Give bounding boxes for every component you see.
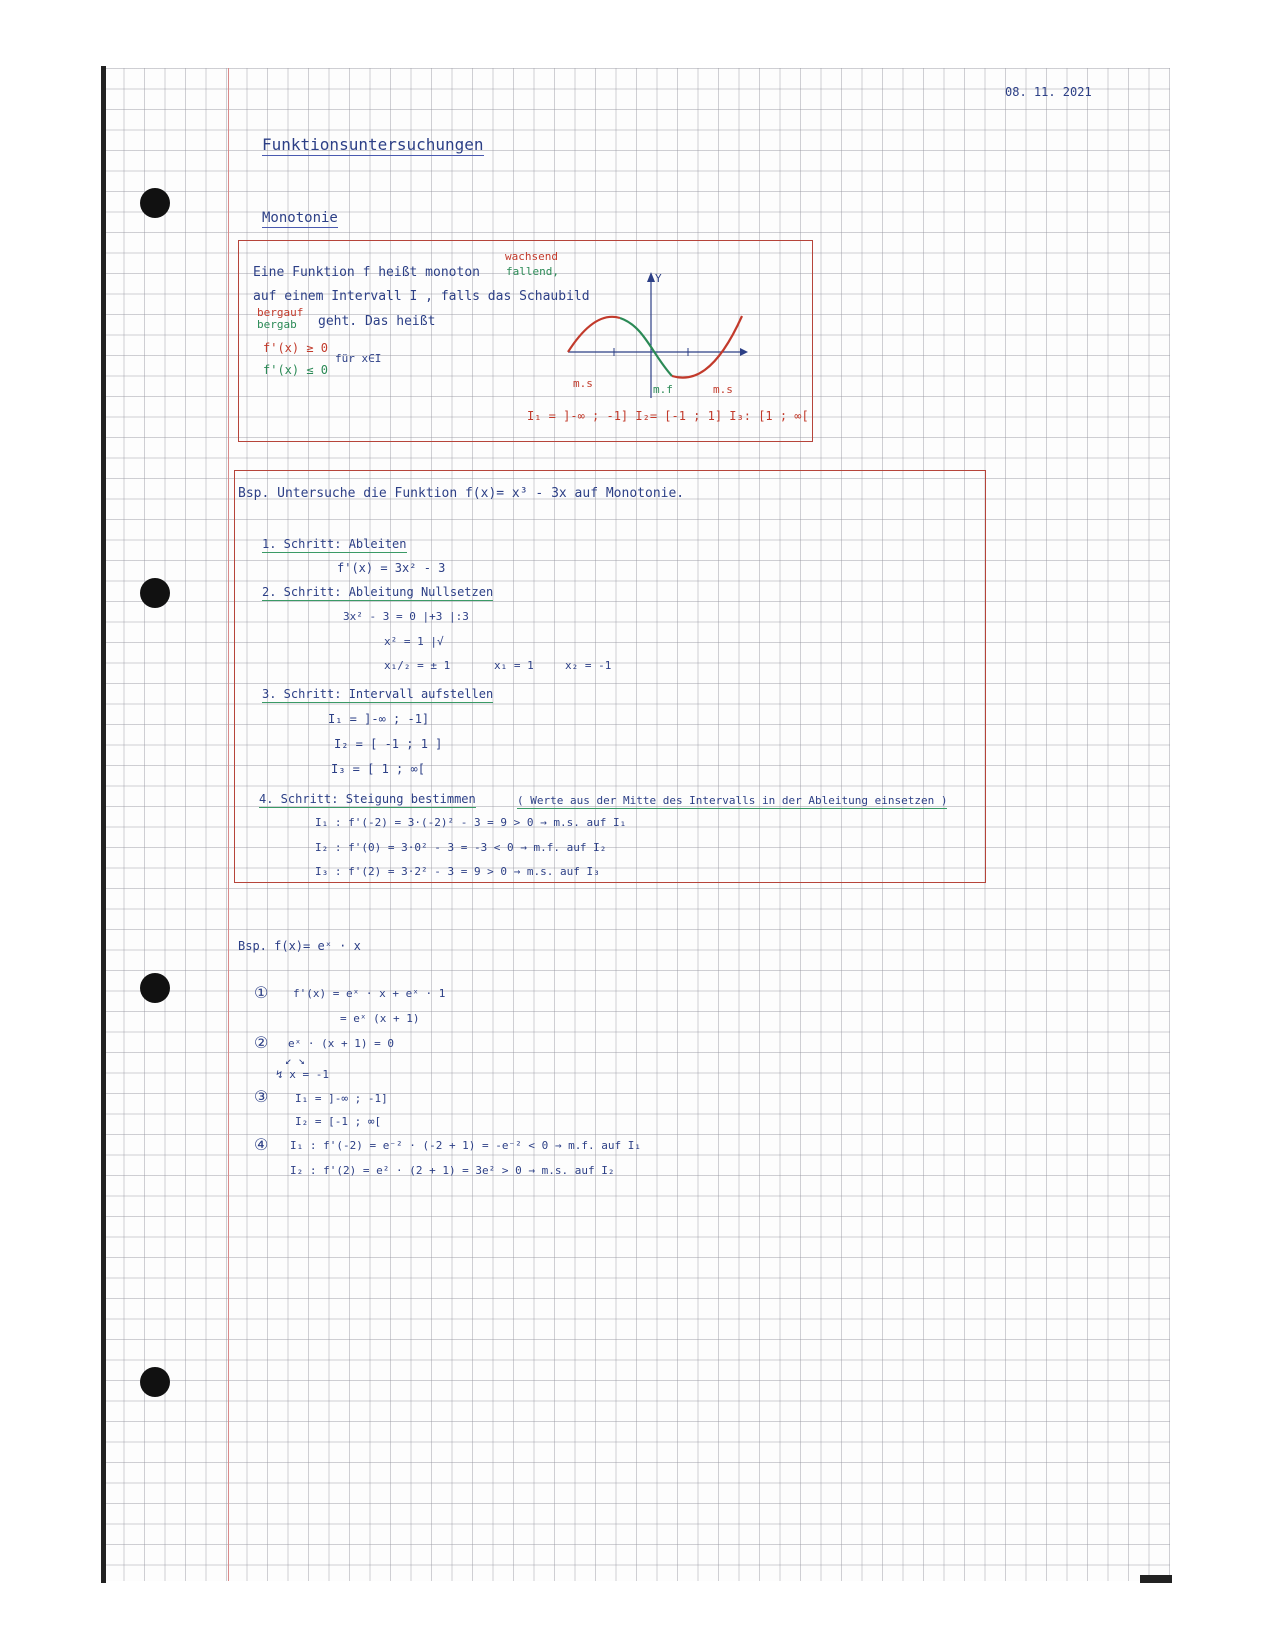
graph-intervals: I₁ = ]-∞ ; -1] I₂= [-1 ; 1] I₃: [1 ; ∞[ — [527, 409, 809, 423]
step-4-result-1: I₁ : f'(-2) = 3·(-2)² - 3 = 9 > 0 → m.s. auf I₁ — [315, 816, 627, 829]
graph-y-label: Y — [655, 272, 662, 285]
step-1-derivative: f'(x) = 3x² - 3 — [337, 561, 446, 575]
for-x-in-I: für x∈I — [335, 352, 382, 365]
condition-decreasing: f'(x) ≤ 0 — [263, 363, 329, 377]
graph-label-ms-left: m.s — [573, 377, 593, 390]
word-bergab: bergab — [257, 318, 297, 331]
curve-increasing-right — [672, 316, 742, 378]
step-2-solutions: x₁/₂ = ± 1 — [384, 659, 451, 672]
definition-line-2: auf einem Intervall I , falls das Schaubild — [253, 289, 590, 304]
curve-decreasing — [620, 318, 672, 376]
margin-line — [228, 68, 229, 1581]
step-4-label: 4. Schritt: Steigung bestimmen — [259, 792, 476, 806]
punch-hole — [140, 578, 170, 608]
word-bergauf: bergauf — [257, 306, 304, 319]
page-title: Funktionsuntersuchungen — [262, 135, 484, 154]
step-number-1: ① — [254, 983, 269, 1002]
step-2-equation: 3x² - 3 = 0 |+3 |:3 — [343, 610, 469, 623]
example-2-derivative: f'(x) = eˣ · x + eˣ · 1 — [293, 987, 446, 1000]
example-2-result-1: I₁ : f'(-2) = e⁻² · (-2 + 1) = -e⁻² < 0 → m.f. auf I₁ — [290, 1139, 641, 1152]
step-3-interval-1: I₁ = ]-∞ ; -1] — [328, 712, 430, 726]
step-number-4: ④ — [254, 1135, 269, 1154]
step-2-x1: x₁ = 1 — [494, 659, 534, 672]
example-1-task: Bsp. Untersuche die Funktion f(x)= x³ - 3x auf Monotonie. — [238, 486, 685, 501]
step-3-label: 3. Schritt: Intervall aufstellen — [262, 687, 494, 701]
punch-hole — [140, 973, 170, 1003]
example-2-result-2: I₂ : f'(2) = e² · (2 + 1) = 3e² > 0 → m.s. auf I₂ — [290, 1164, 615, 1177]
example-2-derivative-factored: = eˣ (x + 1) — [340, 1012, 420, 1025]
x-axis-arrow-icon — [740, 348, 748, 356]
punch-hole — [140, 188, 170, 218]
curve-increasing-left — [568, 317, 620, 352]
scan-edge-bottom — [1140, 1575, 1172, 1583]
punch-hole — [140, 1367, 170, 1397]
definition-line-3: geht. Das heißt — [318, 314, 436, 329]
example-2-arrows: ↙ ↘ — [285, 1054, 305, 1067]
graph-label-mf: m.f — [653, 383, 673, 396]
condition-increasing: f'(x) ≥ 0 — [263, 341, 329, 355]
word-wachsend: wachsend — [505, 250, 558, 263]
example-2-interval-1: I₁ = ]-∞ ; -1] — [295, 1092, 388, 1105]
example-2-task: Bsp. f(x)= eˣ · x — [238, 939, 361, 953]
y-axis-arrow-icon — [647, 272, 655, 282]
step-4-result-2: I₂ : f'(0) = 3·0² - 3 = -3 < 0 → m.f. auf I₂ — [315, 841, 607, 854]
section-heading: Monotonie — [262, 210, 338, 226]
step-3-interval-3: I₃ = [ 1 ; ∞[ — [331, 762, 425, 776]
step-4-note: ( Werte aus der Mitte des Intervalls in der Ableitung einsetzen ) — [517, 794, 948, 807]
step-number-2: ② — [254, 1033, 269, 1052]
step-2-x2: x₂ = -1 — [565, 659, 612, 672]
step-3-interval-2: I₂ = [ -1 ; 1 ] — [334, 737, 443, 751]
step-2-square: x² = 1 |√ — [384, 635, 444, 648]
graph-label-ms-right: m.s — [713, 383, 733, 396]
step-4-result-3: I₃ : f'(2) = 3·2² - 3 = 9 > 0 → m.s. auf I₃ — [315, 865, 600, 878]
step-2-label: 2. Schritt: Ableitung Nullsetzen — [262, 585, 494, 599]
definition-line-1: Eine Funktion f heißt monoton — [253, 265, 480, 280]
example-2-zero: eˣ · (x + 1) = 0 — [288, 1037, 394, 1050]
word-fallend: fallend, — [506, 265, 559, 278]
example-2-interval-2: I₂ = [-1 ; ∞[ — [295, 1115, 382, 1128]
example-2-roots: ↯ x = -1 — [276, 1068, 329, 1081]
step-number-3: ③ — [254, 1087, 269, 1106]
scan-edge — [101, 66, 106, 1583]
date: 08. 11. 2021 — [1005, 85, 1092, 99]
step-1-label: 1. Schritt: Ableiten — [262, 537, 407, 551]
